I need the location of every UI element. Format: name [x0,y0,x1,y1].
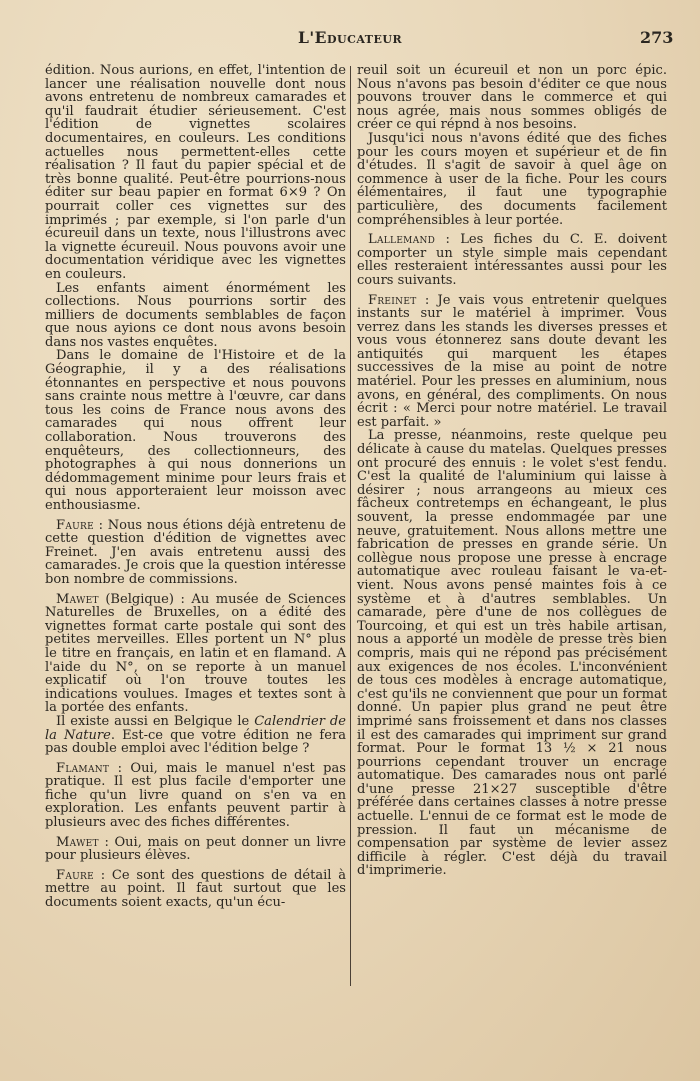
speaker-name: Lallemand [368,232,436,248]
left-column [45,64,346,910]
speaker-name: Freinet [368,292,417,308]
speech-flamant [45,762,346,830]
speaker-name: Faure [56,867,94,883]
speech-text: : Je vais vous entretenir quelques instants sur le matériel à imprimer. Vous verrez dans les stands les diverses presses et vous vous étonnerez sans doute devant les antiquités qui marquent les étapes successives de la mise au point de notre matériel. Pour les presses en aluminium, nous avons, en général, des compliments. On nous écrit : « Merci pour notre matériel. Le travail est parfait. » [357,292,667,430]
speech-lallemand [357,233,667,287]
paragraph: reuil soit un écureuil et non un porc épic. Nous n'avons pas besoin d'éditer ce que nous pouvons trouver dans le commerce et qui nous agrée, mais nous sommes obligés de créer ce qui répnd à nos besoins. [357,63,667,133]
speech-mawet-2 [45,836,346,863]
speaker-name: Mawet [56,591,99,607]
speech-text: : Nous nous étions déjà entretenu de cette question d'édition de vignettes avec Freinet. J'en avais entretenu aussi des camarades. Je crois que la question intéresse bon nombre de commissions. [45,517,346,587]
column-divider [350,66,351,986]
paragraph: La presse, néanmoins, reste quelque peu délicate à cause du matelas. Quelques presses ont procuré des ennuis : le volet s'est fendu. C'est la qualité de l'aluminium qui laisse à désirer ; nous arrangeons au mieux ces fâcheux contretemps en échangeant, le plus souvent, la presse endommagée par une neuve, gratuitement. Nous allons mettre une fabrication de presses en grande série. Un collègue nous propose une presse à encrage automatique avec rouleau faisant le va-et-vient. Nous avons pensé maintes fois à ce système et à d'autres semblables. Un camarade, père d'une de nos collègues de Tourcoing, et qui est un très habile artisan, nous a apporté un modèle de presse très bien compris, mais qui ne répond pas précisément aux exigences de nos écoles. L'inconvénient de tous ces modèles à encrage automatique, c'est qu'ils ne conviennent que pour un format donné. Un papier plus grand ne peut être imprimé sans froissement et dans nos classes il est des camarades qui impriment sur grand format. Pour le format 13 ½ × 21 nous pourrions cependant trouver un encrage automatique. Des camarades nous ont parlé d'une presse 21×27 susceptible d'être préférée dans certaines classes à notre presse actuelle. L'ennui de ce format est le mode de pression. Il faut un mécanisme de compensation par système de levier assez difficile à régler. C'est déjà du travail d'imprimerie. [357,428,667,879]
page-header [0,28,700,52]
paragraph [45,715,346,756]
speaker-name: Faure [56,517,94,533]
speech-mawet [45,593,346,715]
speech-text: : Oui, mais on peut donner un livre pour plusieurs élèves. [45,834,346,864]
speech-faure-2 [45,869,346,910]
text-run: . Est-ce que votre édition ne fera pas double emploi avec l'édition belge ? [45,727,346,757]
speaker-name: Mawet [56,834,99,850]
speech-faure [45,519,346,587]
book-title: Calendrier de la Nature [45,713,346,743]
text-run: Il existe aussi en Belgique le [56,713,255,729]
speech-text: : Ce sont des questions de détail à mettre au point. Il faut surtout que les documents soient exacts, qu'un écu- [45,867,346,911]
paragraph: Les enfants aiment énormément les collections. Nous pourrions sortir des milliers de documents semblables de façon que nous ayions ce dont nous avons besoin dans nos vastes enquêtes. [45,280,346,350]
page-number: 273 [640,28,674,47]
paragraph: Dans le domaine de l'Histoire et de la Géographie, il y a des réalisations étonnantes en perspective et nous pouvons sans crainte nous mettre à l'œuvre, car dans tous les coins de France nous avons des camarades qui nous offrent leur collaboration. Nous trouverons des enquêteurs, des collectionneurs, des photographes à qui nous donnerions un dédommagement minime pour leurs frais et qui nous apporteraient leur moisson avec enthousiasme. [45,348,346,513]
running-title: L'Educateur [298,28,403,47]
speech-text: : Oui, mais le manuel n'est pas pratique. Il est plus facile d'emporter une fiche qu'un livre quand on s'en va en exploration. Les enfants peuvent partir à plusieurs avec des fiches différentes. [45,760,346,831]
paragraph: Jusqu'ici nous n'avons édité que des fiches pour les cours moyen et supérieur et de fin d'études. Il s'agit de savoir à quel âge on commence à user de la fiche. Pour les cours élémentaires, il faut une typographie particulière, des documents facilement compréhensibles à leur portée. [357,130,667,228]
right-column [357,64,667,878]
speaker-name: Flamant [56,760,110,776]
speech-freinet [357,294,667,430]
speech-text: : Les fiches du C. E. doivent comporter un style simple mais cependant elles resteraient intéressantes aussi pour les cours suivants. [357,232,667,288]
paragraph: édition. Nous aurions, en effet, l'intention de lancer une réalisation nouvelle dont nous avons entretenu de nombreux camarades et qu'il faudrait étudier sérieusement. C'est l'édition de vignettes scolaires documentaires, en couleurs. Les conditions actuelles nous permettent-elles cette réalisation ? Il faut du papier spécial et de très bonne qualité. Peut-être pourrions-nous éditer sur beau papier en format 6×9 ? On pourrait coller ces vignettes sur des imprimés ; par exemple, si l'on parle d'un écureuil dans un texte, nous l'illustrons avec la vignette écureuil. Nous pouvons avoir une documentation véridique avec les vignettes en couleurs. [45,63,346,282]
speech-text: (Belgique) : Au musée de Sciences Naturelles de Bruxelles, on a édité des vignettes format carte postale qui sont des petites merveilles. Elles portent un N° plus le titre en français, en latin et en flamand. A l'aide du N°, on se reporte à un manuel explicatif où l'on trouve toutes les indications voulues. Images et textes sont à la portée des enfants. [45,591,346,716]
